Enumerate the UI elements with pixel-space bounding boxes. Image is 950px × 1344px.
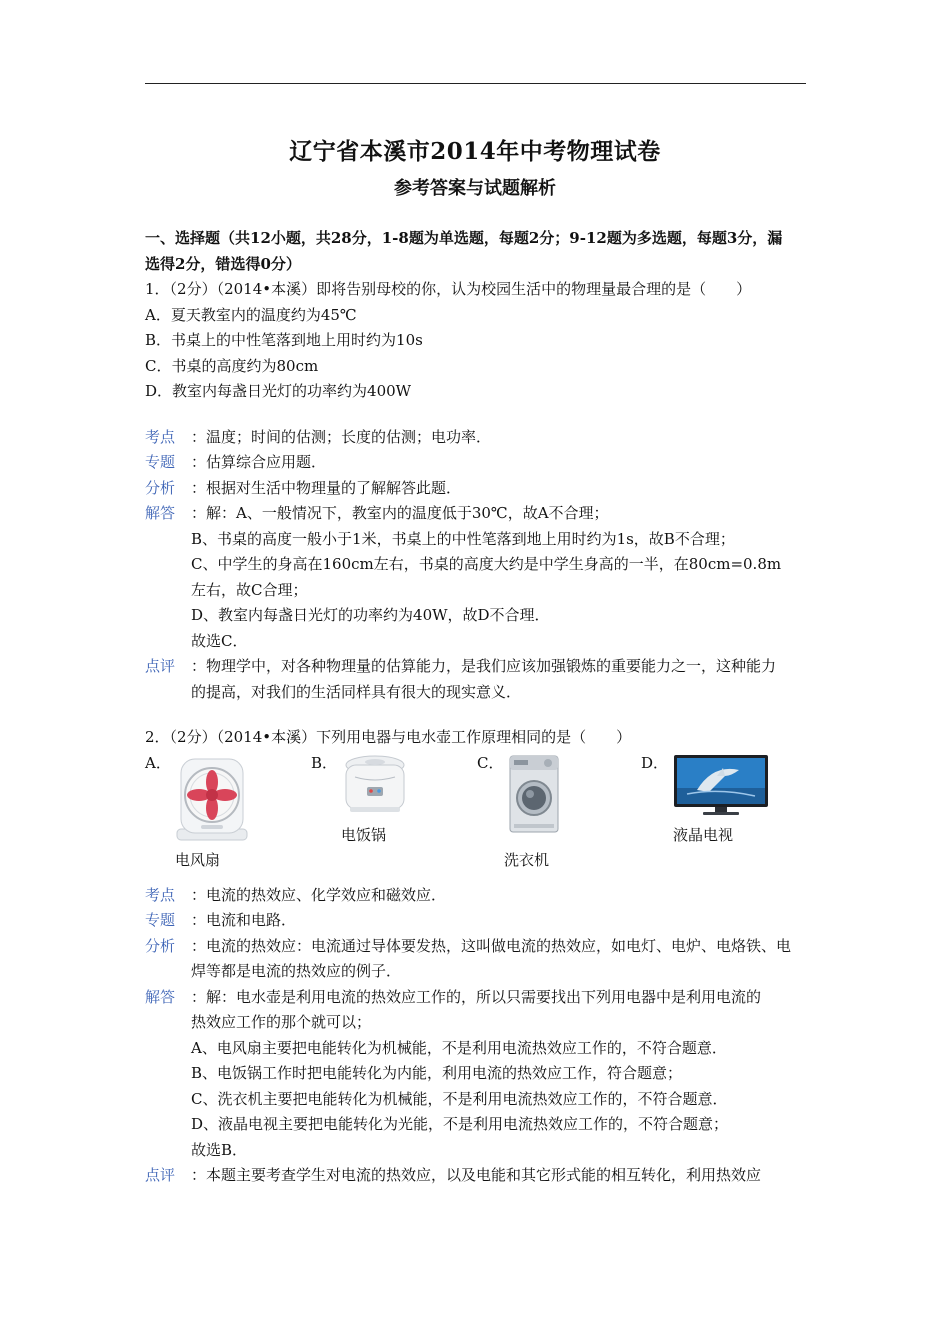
q1-fenxi-text: ：根据对生活中物理量的了解解答此题． [191, 478, 462, 497]
q2-option-a-letter: A． [145, 753, 171, 772]
q2-options [145, 751, 807, 873]
rice-cooker-image [341, 753, 409, 817]
q2-option-d-caption: 液晶电视 [673, 825, 734, 844]
q1-zhuanti [145, 450, 807, 476]
q1-jieda-line: ：解：A、一般情况下，教室内的温度低于30℃，故A不合理； [191, 504, 609, 522]
q2-jieda [145, 985, 807, 1164]
q2-jieda-line: C、洗衣机主要把电能转化为机械能，不是利用电流热效应工作的，不符合题意． [191, 1089, 728, 1108]
q2-dianping [145, 1163, 807, 1189]
q1-jieda-line: D、教室内每盏日光灯的功率约为40W，故D不合理． [191, 606, 550, 624]
electric-fan-image [175, 755, 249, 843]
q1-jieda-label: 解答 [145, 504, 176, 522]
q1-jieda-line: C、中学生的身高在160cm左右，书桌的高度大约是中学生身高的一半，在80cm=0.8m [191, 555, 782, 573]
header-rule [145, 83, 806, 84]
q1-jieda-line: 左右，故C合理； [191, 580, 308, 599]
q2-fenxi-line: ：电流的热效应：电流通过导体要发热，这叫做电流的热效应，如电灯、电炉、电烙铁、电 [191, 936, 792, 955]
q2-stem: 2．（2分）（2014•本溪）下列用电器与电水壶工作原理相同的是（ ） [145, 728, 632, 746]
q1-zhuanti-text: ：估算综合应用题． [191, 453, 327, 471]
q1-jieda [145, 501, 807, 654]
q2-dianping-label: 点评 [145, 1166, 176, 1184]
lcd-tv-image [673, 754, 769, 818]
q2-zhuanti [145, 908, 807, 934]
q1-option-c: C．书桌的高度约为80cm [145, 356, 319, 375]
q1-option-d: D．教室内每盏日光灯的功率约为400W [145, 382, 412, 400]
q2-option-b-caption: 电饭锅 [341, 825, 387, 844]
q1-fenxi-label: 分析 [145, 478, 176, 497]
q2-option-b-letter: B． [311, 753, 338, 772]
q2-kaodian-text: ：电流的热效应、化学效应和磁效应． [191, 885, 447, 904]
q2-option-a-caption: 电风扇 [175, 850, 221, 869]
section-heading-line1: 一、选择题（共12小题，共28分，1-8题为单选题，每题2分；9-12题为多选题，每题3分，漏 [145, 229, 783, 247]
q2-option-c-caption: 洗衣机 [504, 850, 550, 869]
q2-jieda-line: A、电风扇主要把电能转化为机械能，不是利用电流热效应工作的，不符合题意． [191, 1038, 727, 1057]
q2-kaodian-label: 考点 [145, 885, 176, 904]
section-heading-line2: 选得2分，错选得0分） [145, 254, 301, 273]
q2-jieda-label: 解答 [145, 987, 176, 1006]
q1-dianping [145, 654, 807, 705]
q1-fenxi [145, 476, 807, 502]
q2-kaodian [145, 883, 807, 909]
q1-zhuanti-label: 专题 [145, 453, 176, 471]
q2-jieda-line: B、电饭锅工作时把电能转化为内能，利用电流的热效应工作，符合题意； [191, 1064, 683, 1082]
q1-kaodian [145, 425, 807, 451]
q1-dianping-line: ：物理学中，对各种物理量的估算能力，是我们应该加强锻炼的重要能力之一，这种能力 [191, 657, 777, 675]
q1-dianping-line: 的提高，对我们的生活同样具有很大的现实意义． [191, 682, 522, 701]
q2-fenxi-line: 焊等都是电流的热效应的例子． [191, 962, 402, 980]
q2-dianping-text: ：本题主要考查学生对电流的热效应，以及电能和其它形式能的相互转化，利用热效应 [191, 1166, 762, 1184]
q2-fenxi-label: 分析 [145, 936, 176, 955]
q2-option-d-letter: D． [641, 753, 669, 772]
q2-jieda-line: D、液晶电视主要把电能转化为光能，不是利用电流热效应工作的，不符合题意； [191, 1115, 729, 1133]
q2-jieda-line: ：解：电水壶是利用电流的热效应工作的，所以只需要找出下列用电器中是利用电流的 [191, 987, 762, 1006]
q2-zhuanti-label: 专题 [145, 911, 176, 929]
q1-kaodian-label: 考点 [145, 427, 176, 446]
q1-kaodian-text: ：温度；时间的估测；长度的估测；电功率． [191, 427, 492, 446]
q2-jieda-line: 热效应工作的那个就可以； [191, 1013, 372, 1031]
q1-dianping-label: 点评 [145, 657, 176, 675]
q1-option-a: A．夏天教室内的温度约为45℃ [145, 305, 357, 324]
washing-machine-image [508, 754, 560, 834]
q1-jieda-line: 故选C． [191, 631, 248, 650]
q2-option-c-letter: C． [477, 753, 504, 772]
q1-jieda-line: B、书桌的高度一般小于1米，书桌上的中性笔落到地上用时约为1s，故B不合理； [191, 529, 735, 548]
q2-jieda-line: 故选B． [191, 1140, 248, 1159]
exam-title: 辽宁省本溪市2014年中考物理试卷 [289, 138, 661, 165]
exam-subtitle: 参考答案与试题解析 [394, 178, 556, 199]
q1-option-b: B．书桌上的中性笔落到地上用时约为10s [145, 331, 423, 349]
exam-content [145, 226, 807, 1189]
q2-fenxi [145, 934, 807, 985]
q1-stem: 1．（2分）（2014•本溪）即将告别母校的你，认为校园生活中的物理量最合理的是（ ） [145, 280, 752, 298]
q2-zhuanti-text: ：电流和电路． [191, 911, 297, 929]
